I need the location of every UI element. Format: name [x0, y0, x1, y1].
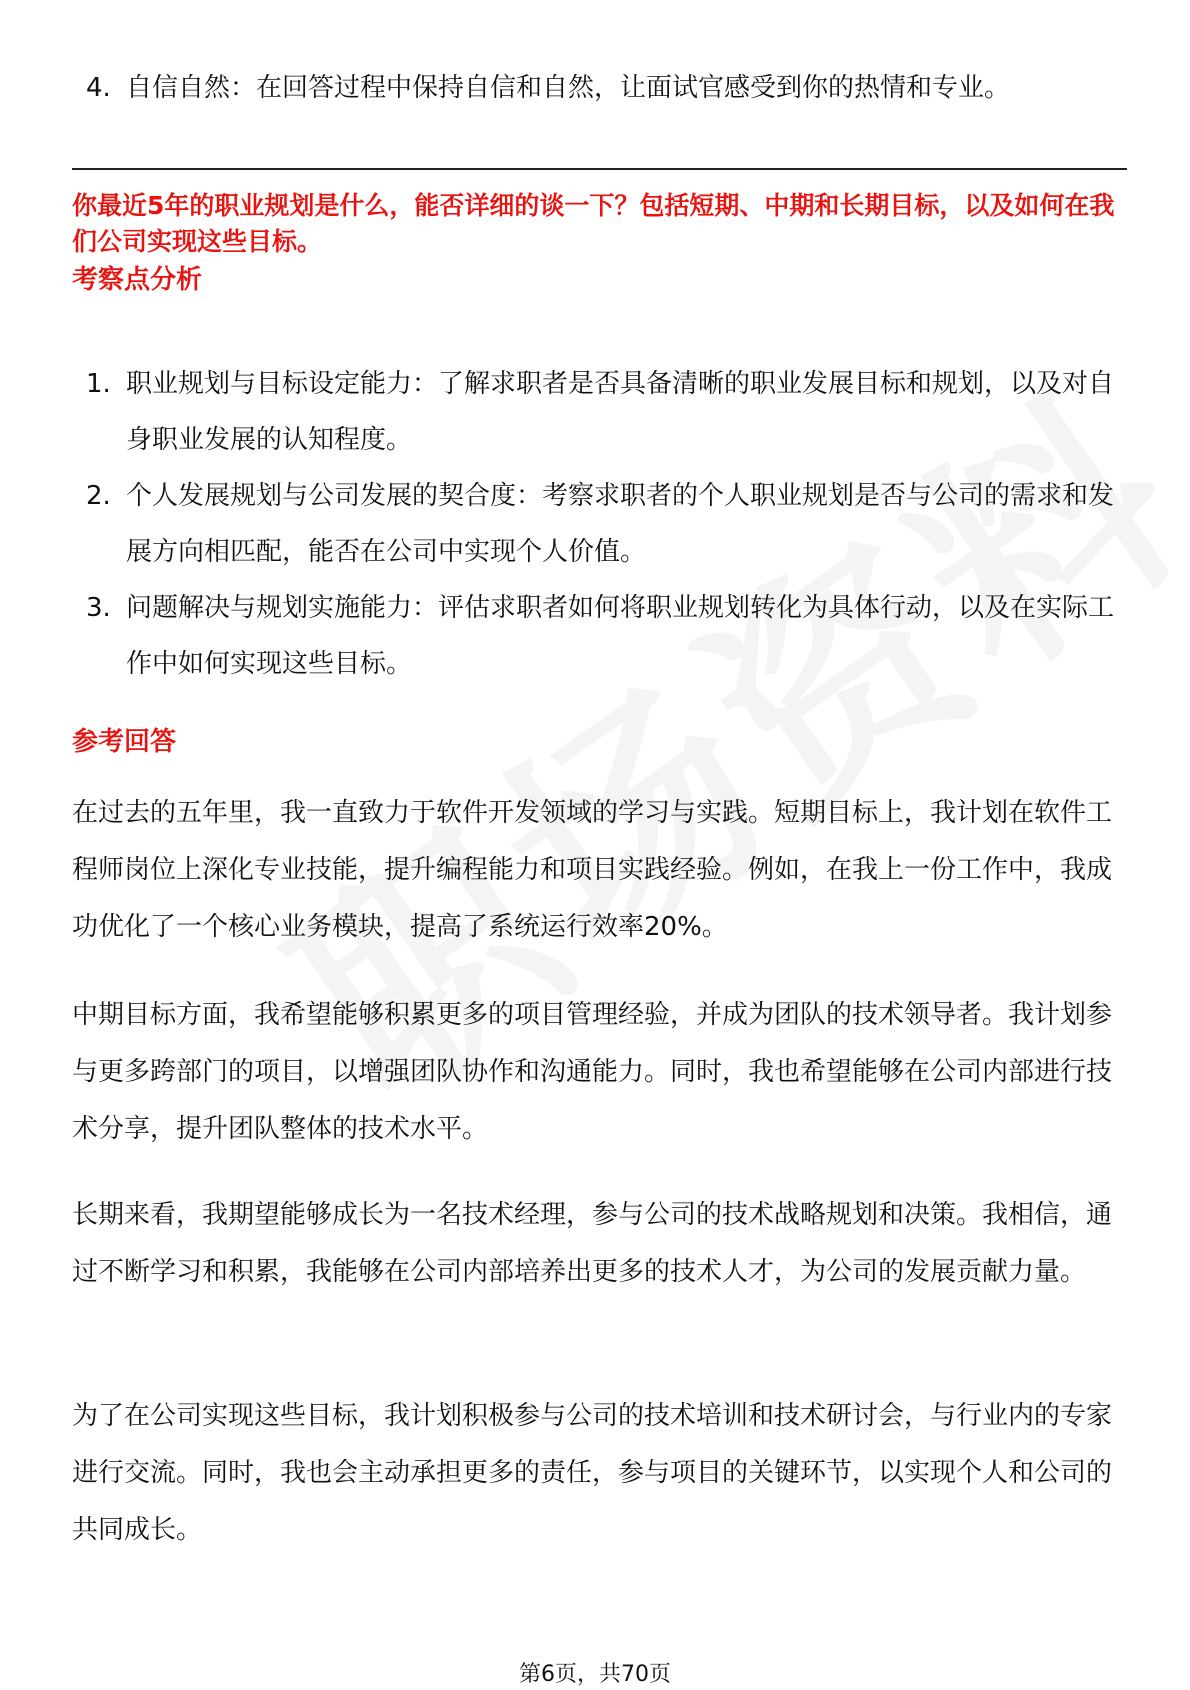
list-item-text: 问题解决与规划实施能力：评估求职者如何将职业规划转化为具体行动，以及在实际工作中如何实现这些目标。: [126, 593, 1115, 679]
answer-paragraph: 为了在公司实现这些目标，我计划积极参与公司的技术培训和技术研讨会，与行业内的专家进行交流。同时，我也会主动承担更多的责任，参与项目的关键环节，以实现个人和公司的共同成长。: [72, 1401, 1113, 1545]
list-item: [86, 468, 1136, 580]
analysis-heading: 考察点分析: [72, 265, 203, 295]
section-divider: [72, 168, 1127, 170]
answer-paragraph: 中期目标方面，我希望能够积累更多的项目管理经验，并成为团队的技术领导者。我计划参与更多跨部门的项目，以增强团队协作和沟通能力。同时，我也希望能够在公司内部进行技术分享，提升团队整体的技术水平。: [72, 1000, 1113, 1144]
list-number: 2.: [86, 481, 111, 511]
list-number: 1.: [86, 369, 111, 399]
list-item: [86, 356, 1136, 468]
answer-heading: 参考回答: [72, 727, 177, 757]
list-item-text: 职业规划与目标设定能力：了解求职者是否具备清晰的职业发展目标和规划，以及对自身职业发展的认知程度。: [126, 369, 1115, 455]
page-number: 第6页，共70页: [519, 1662, 671, 1687]
list-item-text: 个人发展规划与公司发展的契合度：考察求职者的个人职业规划是否与公司的需求和发展方向相匹配，能否在公司中实现个人价值。: [126, 481, 1115, 567]
analysis-list: [86, 356, 1136, 692]
answer-paragraph: 长期来看，我期望能够成长为一名技术经理，参与公司的技术战略规划和决策。我相信，通过不断学习和积累，我能够在公司内部培养出更多的技术人才，为公司的发展贡献力量。: [72, 1200, 1113, 1287]
interview-question: 你最近5年的职业规划是什么，能否详细的谈一下？包括短期、中期和长期目标，以及如何在我们公司实现这些目标。: [72, 191, 1115, 256]
previous-list-item: [86, 66, 1126, 110]
list-item: [86, 580, 1136, 692]
list-number: 3.: [86, 593, 111, 623]
answer-paragraph: 在过去的五年里，我一直致力于软件开发领域的学习与实践。短期目标上，我计划在软件工程师岗位上深化专业技能，提升编程能力和项目实践经验。例如，在我上一份工作中，我成功优化了一个核心业务模块，提高了系统运行效率20%。: [72, 798, 1113, 942]
list-number: 4.: [86, 73, 111, 103]
list-item-text: 自信自然：在回答过程中保持自信和自然，让面试官感受到你的热情和专业。: [126, 73, 1011, 103]
